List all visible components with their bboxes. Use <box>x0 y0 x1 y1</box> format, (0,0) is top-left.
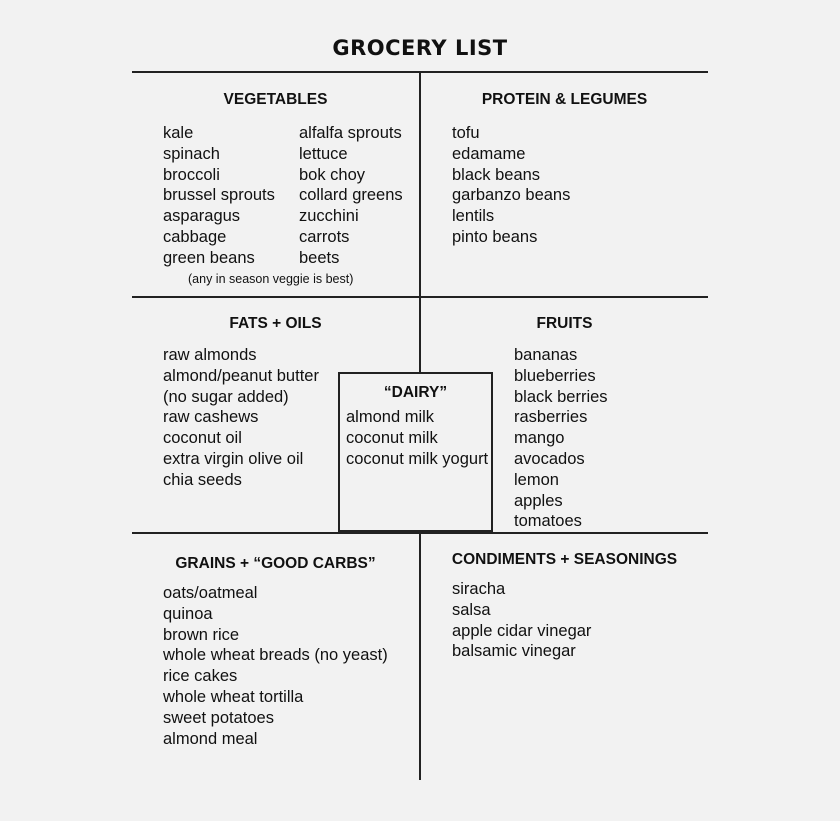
grains-list <box>163 583 388 749</box>
protein-heading: PROTEIN & LEGUMES <box>481 91 648 108</box>
grains-heading: GRAINS + “GOOD CARBS” <box>175 555 376 572</box>
list-item: asparagus <box>163 207 241 226</box>
list-item: chia seeds <box>163 470 242 489</box>
list-item: sweet potatoes <box>163 708 274 727</box>
list-item: coconut milk <box>346 428 438 447</box>
list-item: black berries <box>514 387 608 406</box>
list-item: oats/oatmeal <box>163 584 258 602</box>
list-item: kale <box>163 124 194 142</box>
list-item: salsa <box>452 600 491 619</box>
list-item: carrots <box>299 227 350 246</box>
list-item: bananas <box>514 346 578 364</box>
list-item: zucchini <box>299 207 359 226</box>
vertical-divider-lower <box>419 532 421 780</box>
list-item: green beans <box>163 248 255 267</box>
list-item: almond meal <box>163 729 258 748</box>
list-item: tofu <box>452 124 480 142</box>
list-item: collard greens <box>299 186 403 205</box>
vegetables-note: (any in season veggie is best) <box>188 272 354 286</box>
list-item: tomatoes <box>514 512 582 531</box>
list-item: broccoli <box>163 165 220 184</box>
list-item: brussel sprouts <box>163 186 275 205</box>
condiments-heading: CONDIMENTS + SEASONINGS <box>451 551 678 568</box>
list-item: almond/peanut butter <box>163 366 319 385</box>
list-item: blueberries <box>514 366 596 385</box>
list-item: pinto beans <box>452 227 538 246</box>
list-item: rice cakes <box>163 667 238 686</box>
condiments-list <box>452 579 591 662</box>
fruits-list <box>514 345 608 532</box>
page-title: GROCERY LIST <box>332 36 508 60</box>
list-item: rasberries <box>514 408 588 427</box>
list-item: lemon <box>514 470 559 489</box>
fats-heading: FATS + OILS <box>229 315 322 332</box>
list-item: beets <box>299 248 340 267</box>
list-item: cabbage <box>163 227 227 246</box>
list-item: apples <box>514 491 563 510</box>
list-item: balsamic vinegar <box>452 642 576 661</box>
protein-list <box>452 123 570 248</box>
list-item: (no sugar added) <box>163 387 289 406</box>
vegetables-list-col1 <box>163 123 275 269</box>
dairy-list <box>346 407 488 469</box>
list-item: brown rice <box>163 625 240 644</box>
fats-list <box>163 345 319 491</box>
list-item: coconut milk yogurt <box>346 449 489 468</box>
list-item: raw cashews <box>163 408 259 427</box>
vegetables-heading: VEGETABLES <box>223 91 328 108</box>
vegetables-list-col2 <box>299 123 403 269</box>
list-item: almond milk <box>346 408 435 426</box>
list-item: lentils <box>452 207 495 226</box>
list-item: siracha <box>452 580 506 598</box>
list-item: coconut oil <box>163 429 242 448</box>
list-item: raw almonds <box>163 346 257 364</box>
list-item: extra virgin olive oil <box>163 449 304 468</box>
fruits-heading: FRUITS <box>536 315 593 332</box>
list-item: lettuce <box>299 144 348 163</box>
dairy-heading: “DAIRY” <box>383 384 448 401</box>
list-item: avocados <box>514 449 585 468</box>
list-item: quinoa <box>163 604 213 623</box>
list-item: spinach <box>163 144 220 163</box>
list-item: apple cidar vinegar <box>452 621 592 640</box>
list-item: bok choy <box>299 165 366 184</box>
list-item: whole wheat tortilla <box>163 687 304 706</box>
list-item: mango <box>514 429 565 448</box>
list-item: alfalfa sprouts <box>299 124 402 142</box>
list-item: black beans <box>452 165 541 184</box>
list-item: edamame <box>452 144 526 163</box>
list-item: whole wheat breads (no yeast) <box>163 646 388 665</box>
list-item: garbanzo beans <box>452 186 571 205</box>
